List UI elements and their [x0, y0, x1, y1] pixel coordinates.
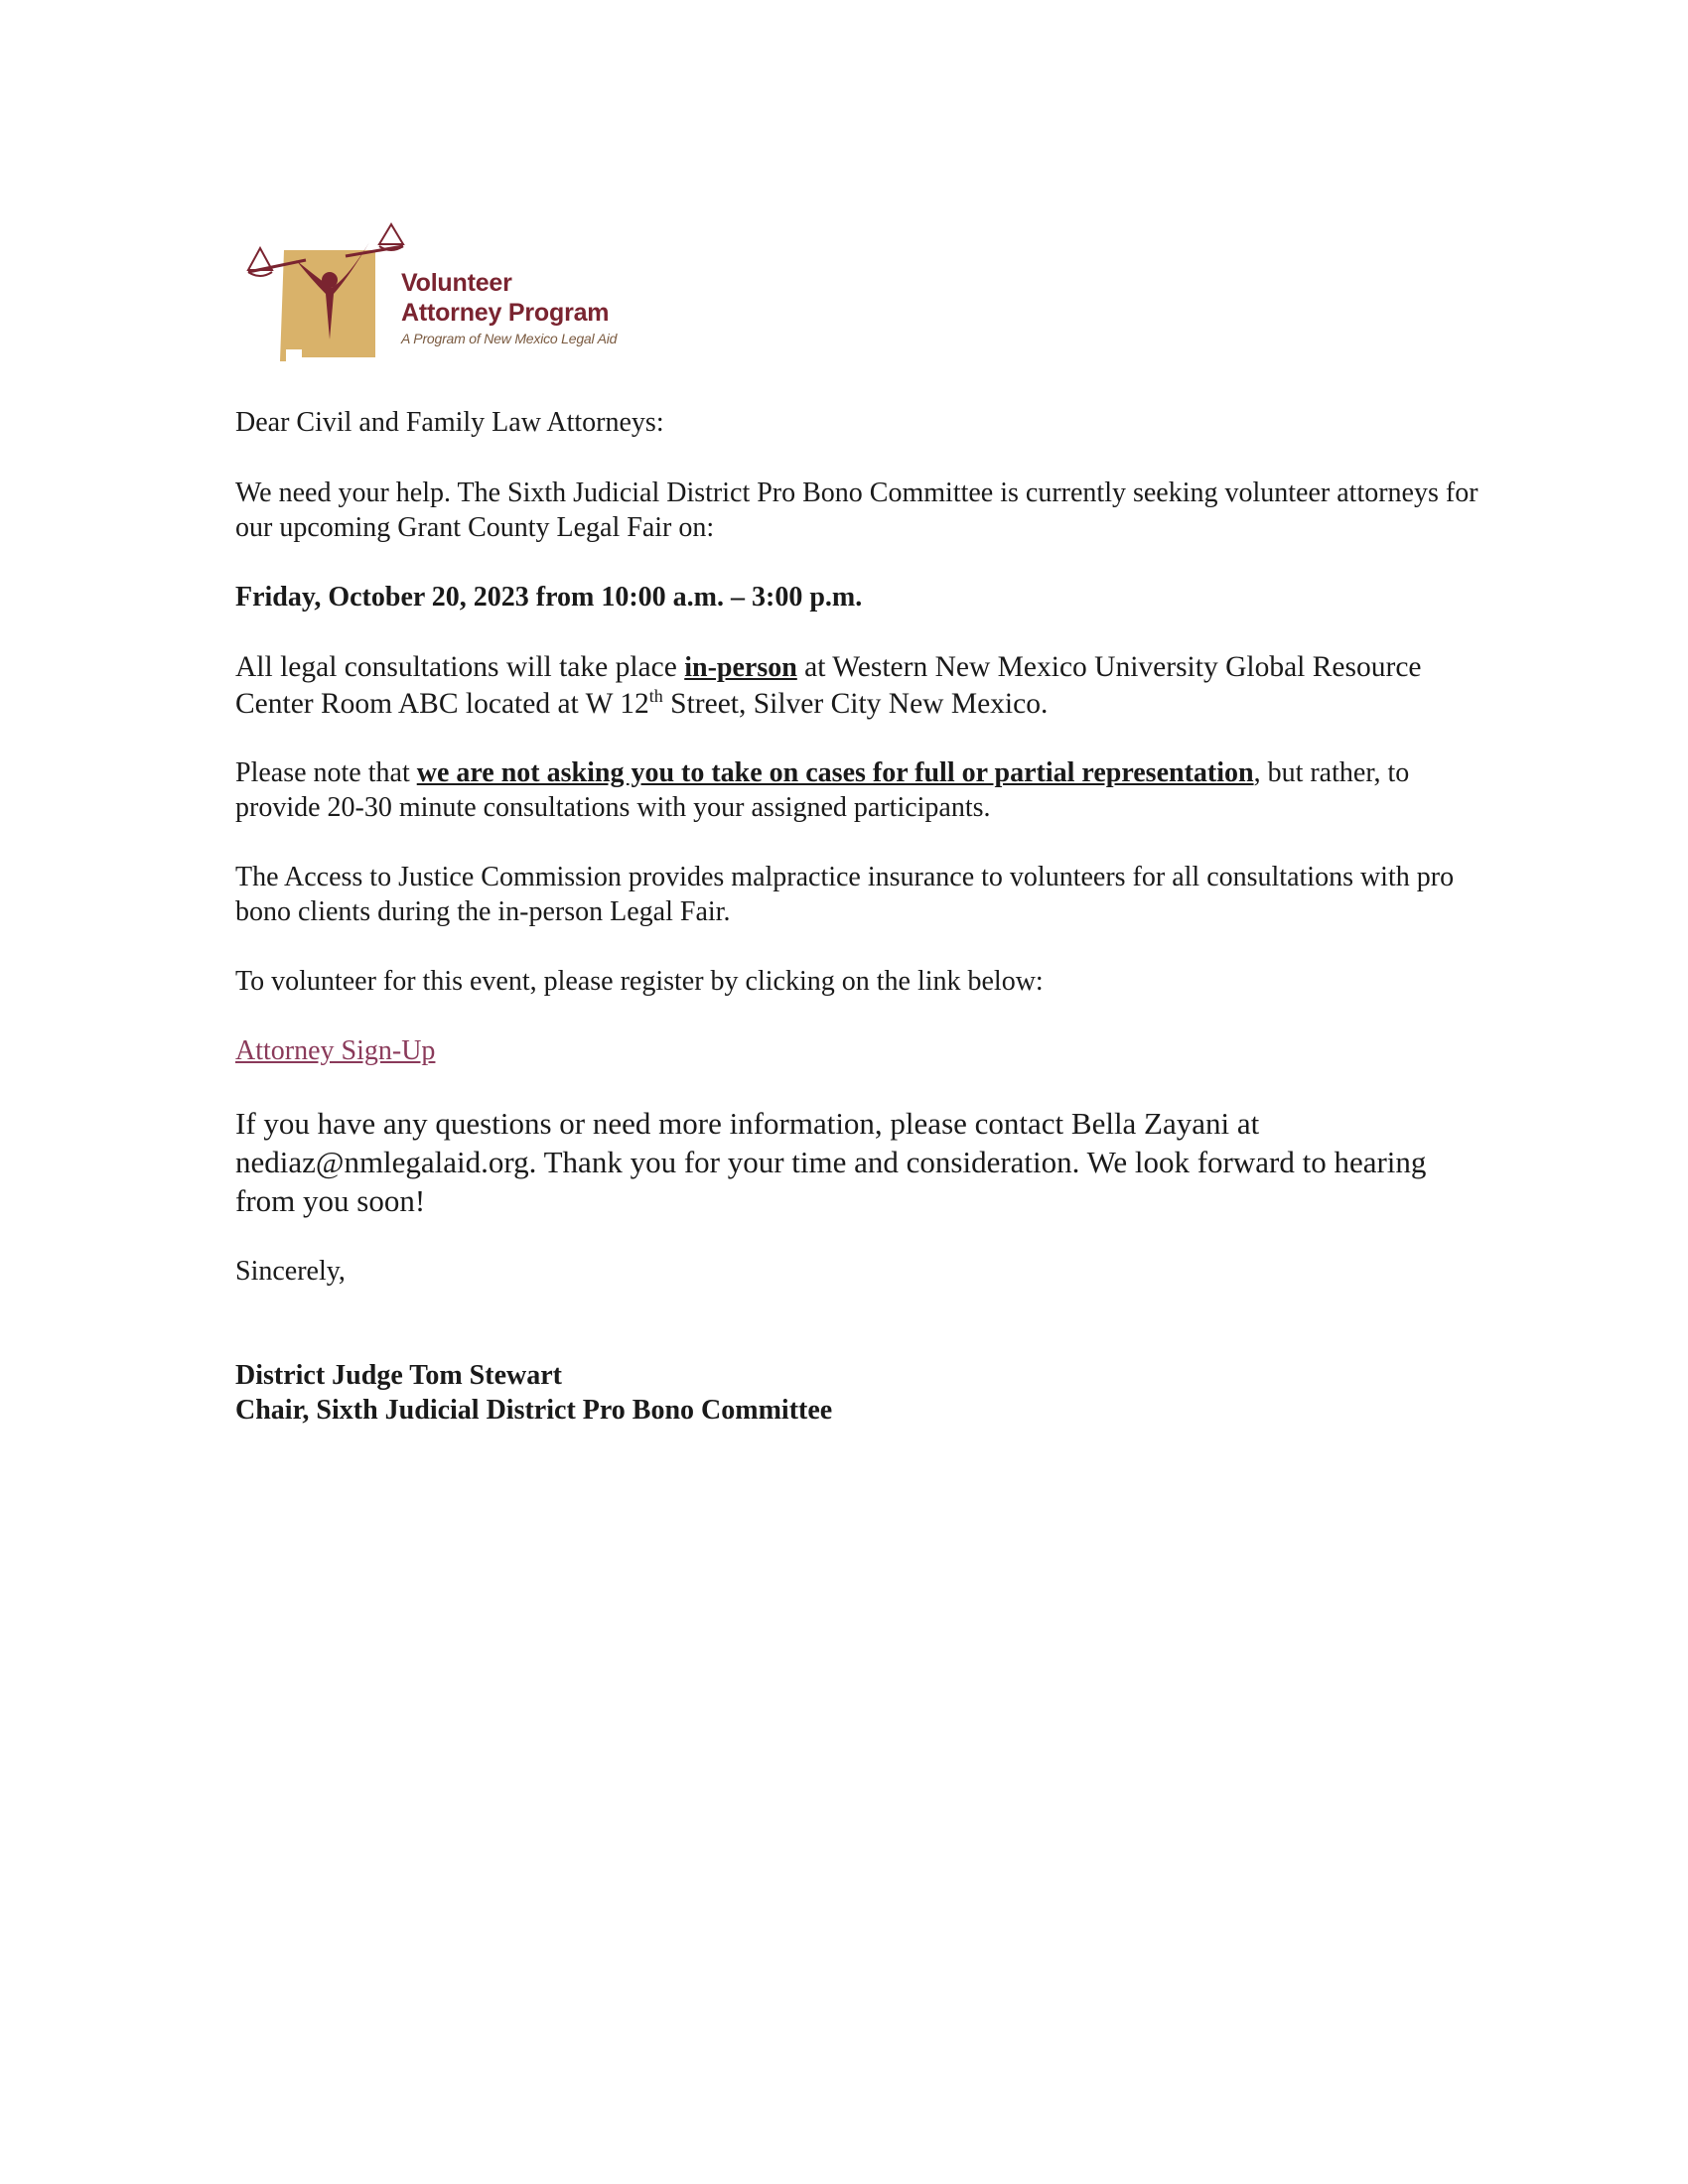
- logo-tagline: A Program of New Mexico Legal Aid: [401, 331, 618, 346]
- signup-link-line: [235, 1033, 1486, 1068]
- event-date-line: Friday, October 20, 2023 from 10:00 a.m. – 3:00 p.m.: [235, 582, 863, 613]
- insurance-paragraph: The Access to Justice Commission provides malpractice insurance to volunteers for all consultations with pro bono clients during the in-person Legal Fair.: [235, 862, 1455, 927]
- signature-title: Chair, Sixth Judicial District Pro Bono Committee: [235, 1395, 833, 1426]
- location-paragraph: [235, 649, 1486, 723]
- logo-text: [401, 268, 617, 349]
- logo-emblem-icon: [246, 220, 405, 369]
- location-text-before: All legal consultations will take place: [235, 651, 685, 683]
- location-text-end: Street, Silver City New Mexico.: [662, 688, 1049, 720]
- contact-paragraph: If you have any questions or need more information, please contact Bella Zayani at nediaz@nmlegalaid.org. Thank you for your time and consideration. We look forward to hearing from you soon!: [235, 1106, 1427, 1218]
- signature-name: District Judge Tom Stewart: [235, 1360, 562, 1391]
- logo-line-attorney-program: Attorney Program: [401, 299, 610, 327]
- ordinal-superscript: th: [648, 686, 663, 707]
- representation-paragraph: [235, 755, 1486, 825]
- in-person-emphasis: in-person: [684, 652, 797, 683]
- intro-paragraph: We need your help. The Sixth Judicial District Pro Bono Committee is currently seeking volunteer attorneys for our upcoming Grant County Legal Fair on:: [235, 478, 1478, 543]
- closing: Sincerely,: [235, 1256, 346, 1287]
- register-prompt: To volunteer for this event, please register by clicking on the link below:: [235, 966, 1044, 997]
- letter-body: [235, 405, 1486, 1428]
- representation-text-before: Please note that: [235, 757, 417, 788]
- representation-text-after: , but rather, to provide 20-30 minute consultations with your assigned participants.: [235, 757, 1410, 823]
- location-text-after: at Western New Mexico University Global Resource Center Room ABC located at W 12: [235, 651, 1422, 720]
- representation-emphasis: we are not asking you to take on cases for full or partial representation: [416, 757, 1254, 788]
- salutation: Dear Civil and Family Law Attorneys:: [235, 407, 664, 438]
- logo-line-volunteer: Volunteer: [401, 269, 512, 297]
- attorney-signup-link[interactable]: Attorney Sign-Up: [235, 1035, 436, 1066]
- volunteer-attorney-program-logo: [246, 220, 624, 369]
